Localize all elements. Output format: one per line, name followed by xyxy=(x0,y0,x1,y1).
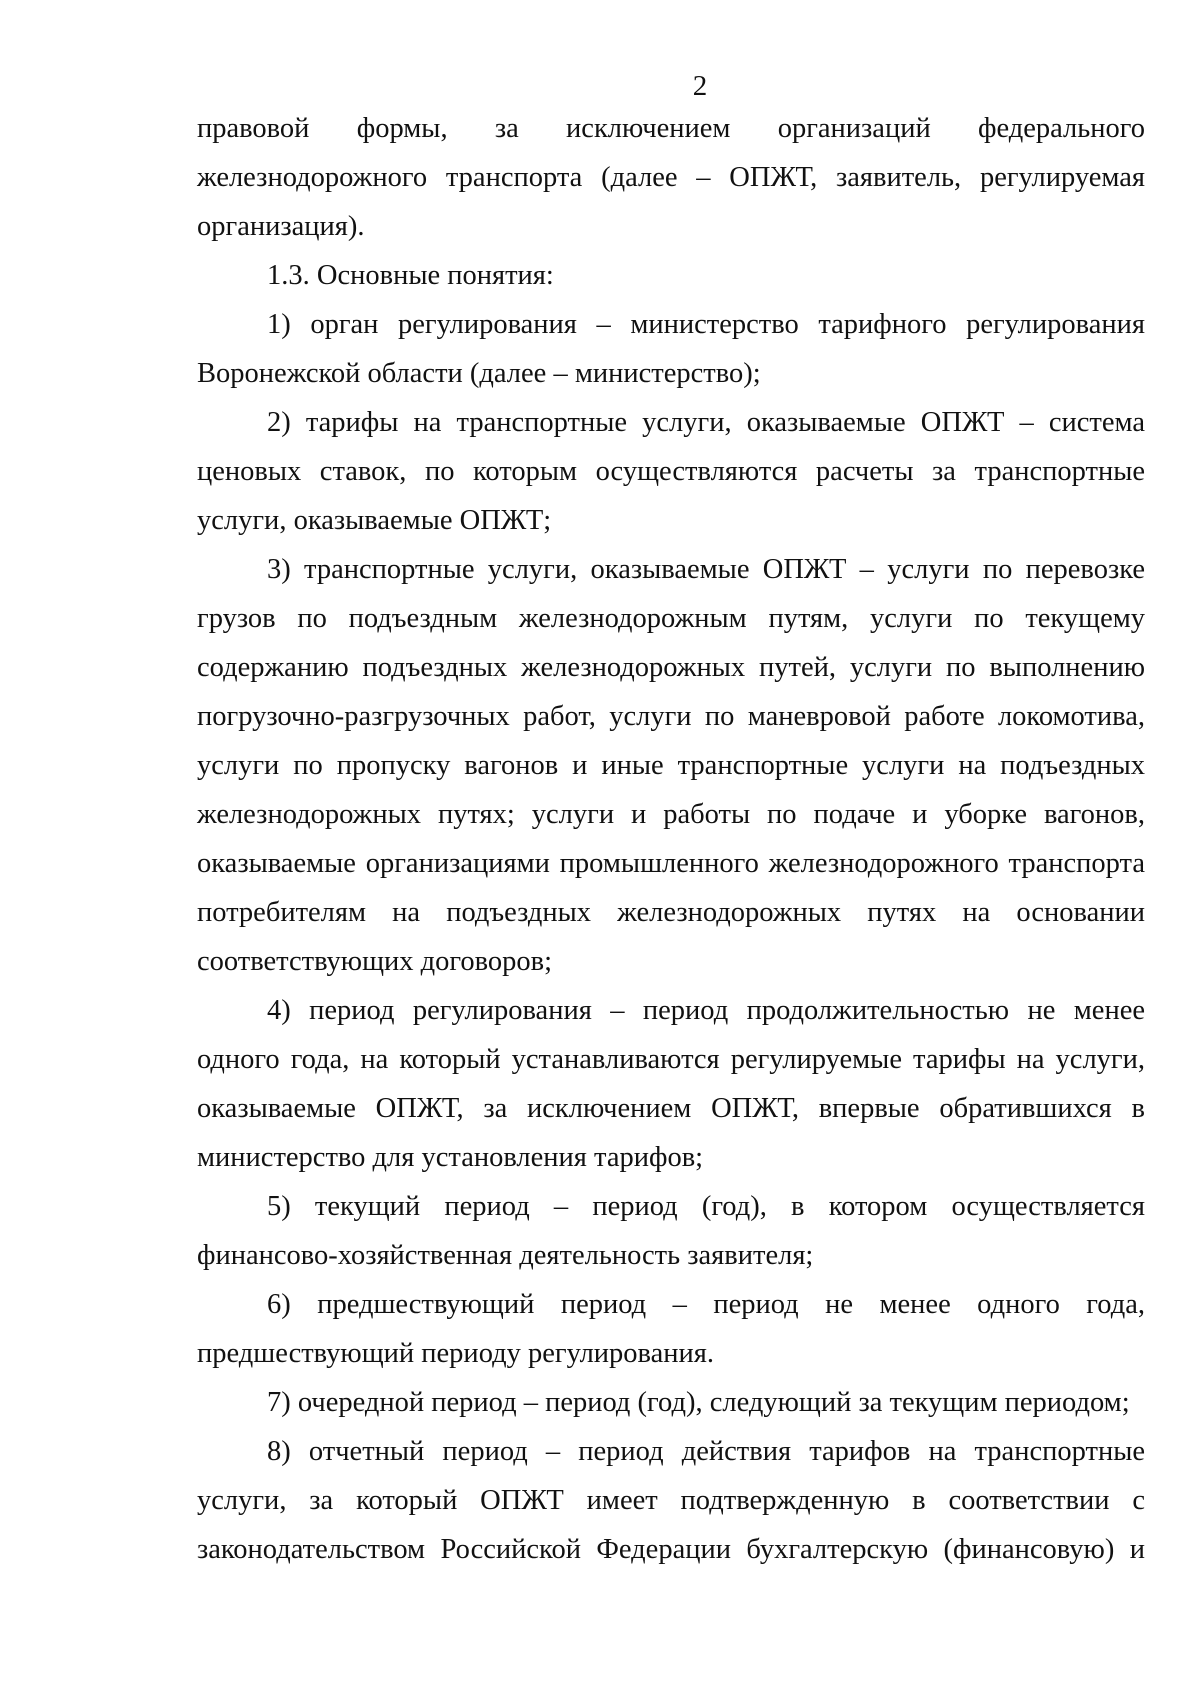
paragraph-definition-6: 6) предшествующий период – период не менее одного года, предшествующий периоду регулирования. xyxy=(197,1289,1145,1369)
paragraph-definition-4: 4) период регулирования – период продолжительностью не менее одного года, на который устанавливаются регулируемые тарифы на услуги, оказываемые ОПЖТ, за исключением ОПЖТ, впервые обратившихся в министерство для установления тарифов; xyxy=(197,995,1145,1173)
paragraph-definition-1: 1) орган регулирования – министерство тарифного регулирования Воронежской области (далее – министерство); xyxy=(197,309,1145,389)
paragraph-definition-7: 7) очередной период – период (год), следующий за текущим периодом; xyxy=(267,1387,1130,1418)
paragraph-definition-8: 8) отчетный период – период действия тарифов на транспортные услуги, за который ОПЖТ имеет подтвержденную в соответствии с законодательством Российской Федерации бухгалтерскую (финансовую) и xyxy=(197,1436,1145,1565)
paragraph-definition-3: 3) транспортные услуги, оказываемые ОПЖТ – услуги по перевозке грузов по подъездным железнодорожным путям, услуги по текущему содержанию подъездных железнодорожных путей, услуги по выполнению погрузочно-разгрузочных работ, услуги по маневровой работе локомотива, услуги по пропуску вагонов и иные транспортные услуги на подъездных железнодорожных путях; услуги и работы по подаче и уборке вагонов, оказываемые организациями промышленного железнодорожного транспорта потребителям на подъездных железнодорожных путях на основании соответствующих договоров; xyxy=(197,554,1145,977)
paragraph-continuation: правовой формы, за исключением организаций федерального железнодорожного транспорта (далее – ОПЖТ, заявитель, регулируемая организация). xyxy=(197,113,1145,242)
page-number: 2 xyxy=(692,70,708,102)
paragraph-definition-2: 2) тарифы на транспортные услуги, оказываемые ОПЖТ – система ценовых ставок, по которым осуществляются расчеты за транспортные услуги, оказываемые ОПЖТ; xyxy=(197,407,1145,536)
paragraph-section-1-3-heading: 1.3. Основные понятия: xyxy=(267,260,554,291)
paragraph-definition-5: 5) текущий период – период (год), в котором осуществляется финансово-хозяйственная деятельность заявителя; xyxy=(197,1191,1145,1271)
document-body xyxy=(197,104,1145,1574)
